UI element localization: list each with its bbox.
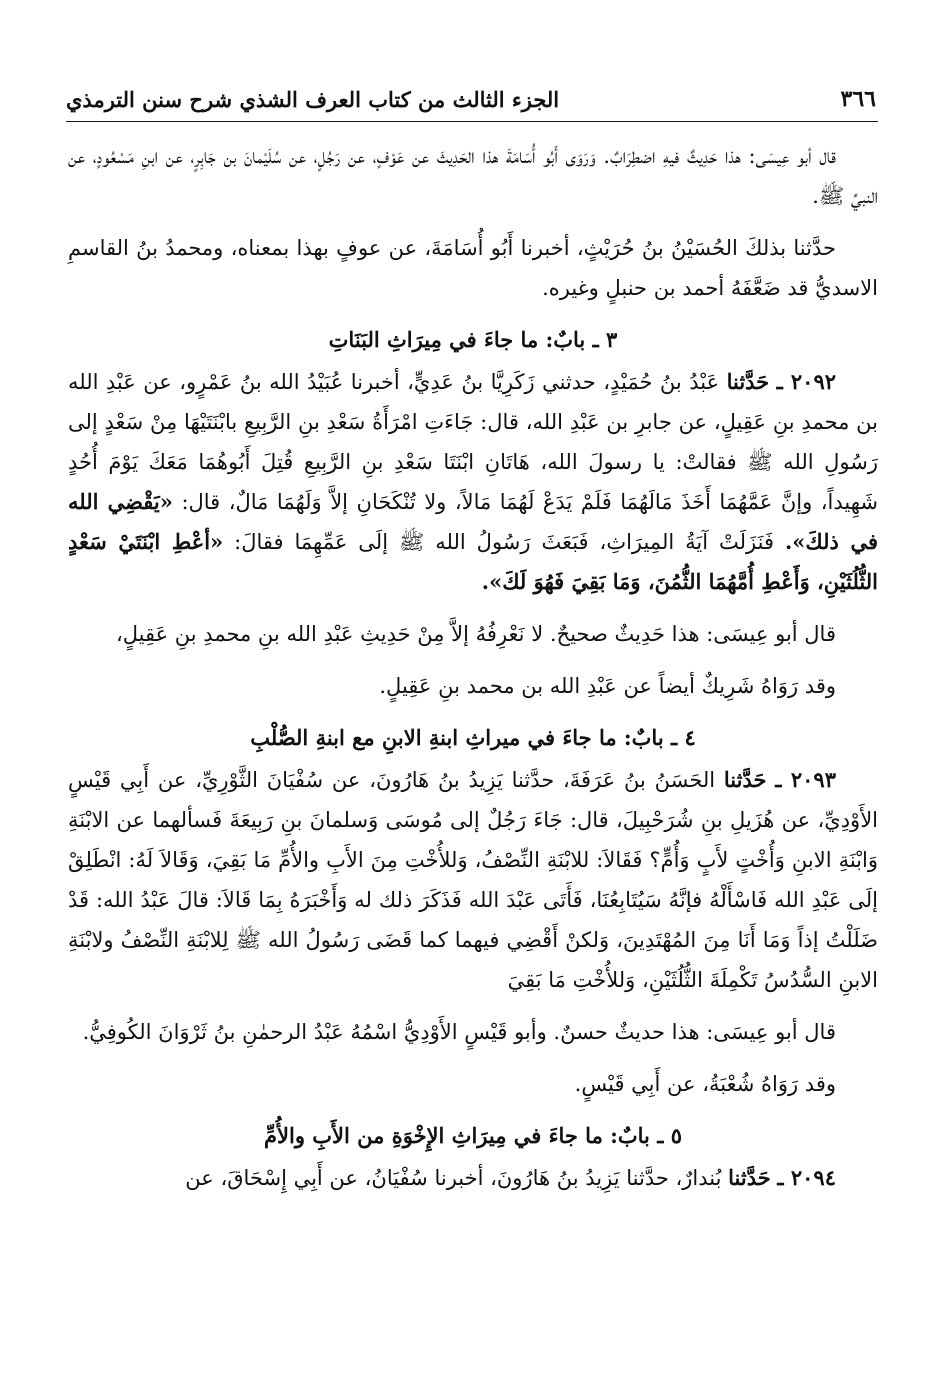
hadith-text: فَنَزَلَتْ آيَةُ المِيرَاثِ، فَبَعَثَ رَسُولُ الله ﷺ إلَى عَمِّهِمَا فقالَ: [234, 530, 775, 554]
paragraph-commentary-6: وقد رَوَاهُ شُعْبَةُ، عن أَبِي قَيْسٍ. [574, 1072, 836, 1096]
hadith-text: الحَسَنُ بنُ عَرَفَةَ، حدَّثنا يَزِيدُ بنُ هَارُونَ، عن سُفْيَانَ الثَّوْرِيِّ، عن أَبِي قَيْسٍ الأَوْدِيِّ، عن هُزَيلِ بنِ شُرَحْبِيلَ، قال: جَاءَ رَجُلٌ إلى مُوسَى وَسلمانَ بنِ رَبِيعَةَ فَسألهما عن الابْنَةِ وَابْنَةِ الابنِ وَأُخْتٍ لأَبٍ وَأُمٍّ؟ فَقَالاَ: للابْنَةِ النِّصْفُ، وَللأُخْتِ مِنَ الأَبِ والأُمِّ مَا بَقِيَ، وَقَالاَ لَهُ: انْطَلِقْ إلَى عَبْدِ الله فَاسْأَلْهُ فإنَّهُ سَيُتَابِعُنَا، فَأَتَى عَبْدَ الله فَذَكَرَ ذلك له وَأَخْبَرَهُ بِمَا قَالاَ: قالَ عَبْدُ الله: قَدْ ضَلَلْتُ إذاً وَمَا أَنَا مِنَ المُهْتَدِينَ، وَلكنْ أَقْضِي فيهما كما قَضَى رَسُولُ الله ﷺ لِلابْنَةِ النِّصْفُ ولابْنَةِ الابنِ السُّدُسُ تَكْمِلَةَ الثُّلُثَيْنِ، وَللأُخْتِ مَا بَقِيَ [68, 768, 878, 992]
hadith-quote: «يَقْضِي الله في ذلكَ». [68, 489, 878, 554]
paragraph-commentary-3: قال أبو عِيسَى: هذا حَدِيثٌ صحيحٌ. لا نَعْرِفُهُ إلاَّ مِنْ حَدِيثِ عَبْدِ الله بنِ محمدِ بنِ عَقِيلٍ، [115, 622, 836, 646]
paragraph-commentary-4: وقد رَوَاهُ شَرِيكٌ أيضاً عن عَبْدِ الله بن محمد بنِ عَقِيلٍ. [379, 674, 836, 698]
hadith-number: ٢٠٩٢ ـ [776, 369, 837, 394]
paragraph-commentary-1: قال أبو عِيسَى: هذا حَدِيثٌ فيهِ اضطِرَابٌ. وَرَوَى أَبُو أُسَامَةَ هذا الحَدِيثَ عن عَوْفٍ، عن رَجُلٍ، عن سُلَيْمانَ بن جَابِرٍ، عن ابنِ مَسْعُودٍ، عن النبيِّ ﷺ. [68, 144, 878, 208]
hadith-2092 [68, 362, 878, 602]
hadith-marker: حَدَّثنا [726, 369, 770, 394]
chapter-heading-5: ٥ ـ بابٌ: ما جاءَ في مِيرَاثِ الإِخْوَةِ من الأَبِ والأُمِّ [264, 1123, 682, 1148]
header-divider [66, 121, 878, 122]
running-header [66, 68, 876, 112]
hadith-number: ٢٠٩٣ ـ [775, 767, 836, 792]
paragraph-commentary-2: حدَّثنا بذلكَ الحُسَيْنُ بنُ حُرَيْثٍ، أخبرنا أَبُو أُسَامَةَ، عن عوفٍ بهذا بمعناه، ومحمدُ بنُ القاسمِ الاسديُّ قد ضَعَّفَهُ أحمد بن حنبلٍ وغيره. [68, 236, 878, 300]
paragraph-commentary-5: قال أبو عِيسَى: هذا حديثٌ حسنٌ. وأبو قَيْسٍ الأَوْدِيُّ اسْمُهُ عَبْدُ الرحمٰنِ بنُ ثَرْوَانَ الكُوفِيُّ. [82, 1020, 836, 1044]
page-body [68, 136, 878, 1210]
hadith-text: بُندارٌ، حدَّثنا يَزِيدُ بنُ هَارُونَ، أخبرنا سُفْيَانُ، عن أَبِي إِسْحَاقَ، عن [185, 1166, 722, 1190]
hadith-quote: «أعْطِ ابْنَتَيْ سَعْدٍ الثُّلُثَيْنِ، وَأَعْطِ أُمَّهُمَا الثُّمُنَ، وَمَا بَقِيَ فَهُوَ لَكَ». [68, 529, 878, 594]
hadith-2094 [68, 1158, 878, 1198]
hadith-marker: حَدَّثنا [723, 767, 767, 792]
hadith-text: عَبْدُ بنُ حُمَيْدٍ، حدثني زَكَرِيَّا بنُ عَدِيٍّ، أخبرنا عُبَيْدُ الله بنُ عَمْرٍو، عن عَبْدِ الله بن محمدِ بنِ عَقِيلٍ، عن جابرِ بن عَبْدِ الله، قال: جَاءَتِ امْرَأَةُ سَعْدِ بنِ الرَّبِيعِ بابْنَتَيْهَا مِنْ سَعْدٍ إلى رَسُولِ الله ﷺ فقالتْ: يا رسولَ الله، هَاتَانِ ابْنَتَا سَعْدِ بنِ الرَّبِيعِ قُتِلَ أَبُوهُمَا مَعَكَ يَوْمَ أُحُدٍ شَهِيداً، وإنَّ عَمَّهُمَا أَخَذَ مَالَهُمَا فَلَمْ يَدَعْ لَهُمَا مَالاً، ولا تُنْكَحَانِ إلاَّ وَلَهُمَا مَالٌ، قال: [68, 370, 878, 514]
hadith-number: ٢٠٩٤ ـ [777, 1165, 836, 1190]
chapter-heading-4: ٤ ـ بابٌ: ما جاءَ في ميراثِ ابنةِ الابنِ مع ابنةِ الصُّلْبِ [250, 725, 696, 750]
page-number: ٣٦٦ [840, 86, 876, 112]
running-title: الجزء الثالث من كتاب العرف الشذي شرح سنن الترمذي [66, 87, 560, 112]
hadith-marker: حَدَّثنا [728, 1165, 771, 1190]
hadith-2093 [68, 760, 878, 1000]
chapter-heading-3: ٣ ـ بابٌ: ما جاءَ في مِيرَاثِ البَنَاتِ [328, 327, 618, 352]
